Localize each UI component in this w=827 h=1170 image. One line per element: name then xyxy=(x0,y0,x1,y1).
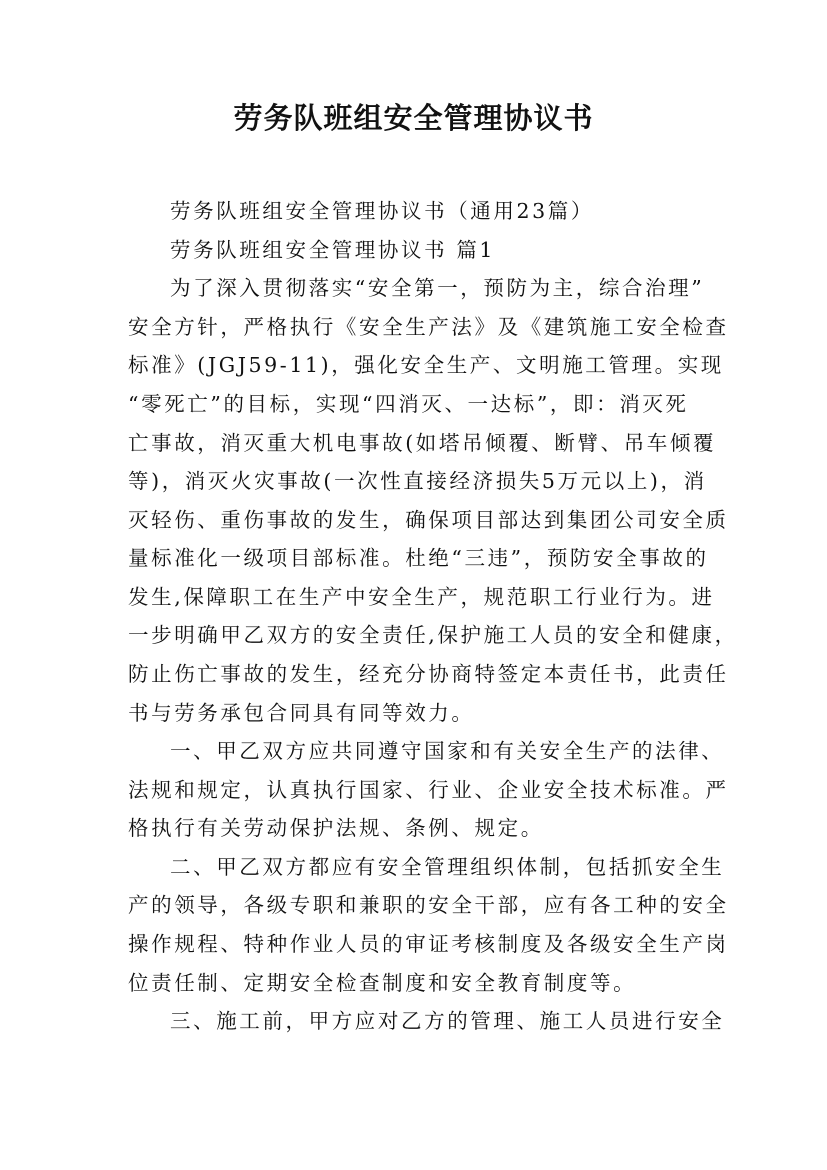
section-heading: 劳务队班组安全管理协议书 篇1 xyxy=(170,238,496,262)
paragraph-line: “零死亡”的目标，实现“四消灭、一达标”，即：消灭死 xyxy=(128,392,689,416)
paragraph-line: 量标准化一级项目部标准。杜绝“三违”，预防安全事故的 xyxy=(128,546,709,570)
paragraph-line: 产的领导，各级专职和兼职的安全干部，应有各工种的安全 xyxy=(128,893,729,917)
paragraph-line: 格执行有关劳动保护法规、条例、规定。 xyxy=(128,816,544,840)
paragraph-line: 一步明确甲乙双方的安全责任,保护施工人员的安全和健康， xyxy=(128,623,738,647)
paragraph-line: 灭轻伤、重伤事故的发生，确保项目部达到集团公司安全质 xyxy=(128,508,729,532)
document-subtitle: 劳务队班组安全管理协议书（通用23篇） xyxy=(170,199,594,223)
paragraph-line: 等)，消灭火灾事故(一次性直接经济损失5万元以上)，消 xyxy=(128,469,707,493)
paragraph-line: 操作规程、特种作业人员的审证考核制度及各级安全生产岗 xyxy=(128,932,729,956)
paragraph-line: 一、甲乙双方应共同遵守国家和有关安全生产的法律、 xyxy=(170,739,725,763)
paragraph-line: 二、甲乙双方都应有安全管理组织体制，包括抓安全生 xyxy=(170,855,725,879)
document-title: 劳务队班组安全管理协议书 xyxy=(233,101,594,135)
paragraph-line: 书与劳务承包合同具有同等效力。 xyxy=(128,701,475,725)
paragraph-line: 为了深入贯彻落实“安全第一，预防为主，综合治理” xyxy=(170,276,705,300)
paragraph-line: 安全方针，严格执行《安全生产法》及《建筑施工安全检查 xyxy=(128,315,729,339)
paragraph-line: 发生,保障职工在生产中安全生产，规范职工行业行为。进 xyxy=(128,585,715,609)
paragraph-line: 法规和规定，认真执行国家、行业、企业安全技术标准。严 xyxy=(128,778,729,802)
paragraph-line: 亡事故，消灭重大机电事故(如塔吊倾覆、断臂、吊车倾覆 xyxy=(128,431,717,455)
paragraph-line: 三、施工前，甲方应对乙方的管理、施工人员进行安全 xyxy=(170,1009,725,1033)
paragraph-line: 防止伤亡事故的发生，经充分协商特签定本责任书，此责任 xyxy=(128,662,729,686)
paragraph-line: 位责任制、定期安全检查制度和安全教育制度等。 xyxy=(128,971,637,995)
paragraph-line: 标准》(JGJ59-11)，强化安全生产、文明施工管理。实现 xyxy=(128,353,724,377)
